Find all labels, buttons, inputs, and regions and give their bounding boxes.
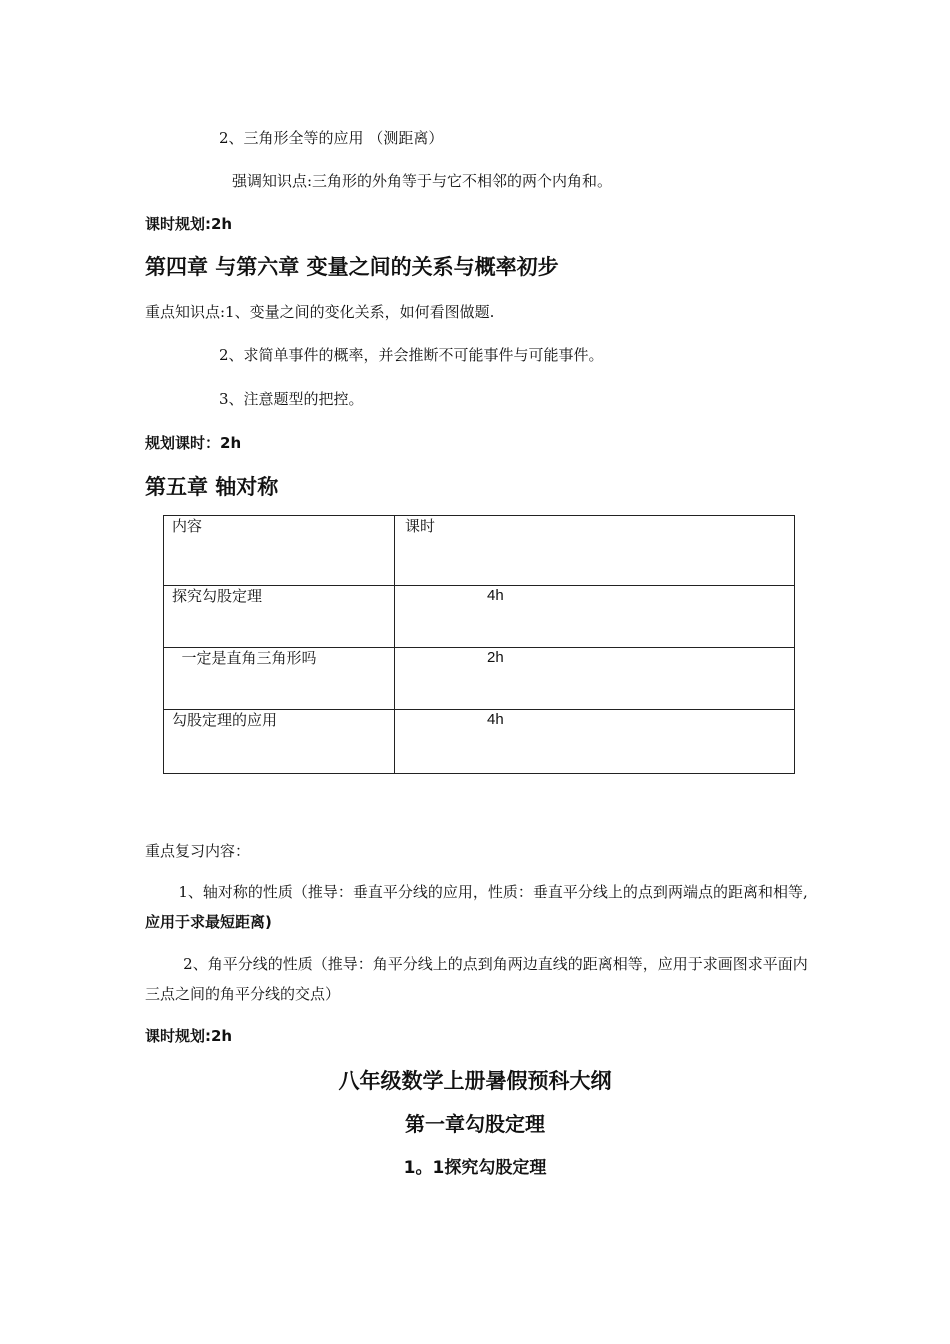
heading-chapter-5: 第五章 轴对称 bbox=[145, 475, 279, 499]
outline-title: 八年级数学上册暑假预科大纲 bbox=[338, 1069, 612, 1093]
table-cell-content: 一定是直角三角形吗 bbox=[164, 648, 395, 710]
heading-chapter-4-6: 第四章 与第六章 变量之间的关系与概率初步 bbox=[145, 255, 559, 279]
text-triangle-application: 2、三角形全等的应用 （测距离） bbox=[219, 129, 444, 147]
text-review-item-1 bbox=[145, 877, 810, 937]
text-key-point-1: 重点知识点:1、变量之间的变化关系，如何看图做题. bbox=[145, 303, 495, 321]
text-lesson-plan-3: 课时规划:2h bbox=[145, 1027, 233, 1045]
outline-chapter: 第一章勾股定理 bbox=[405, 1112, 545, 1136]
text-lesson-plan-2: 规划课时：2h bbox=[145, 434, 242, 452]
outline-section: 1。1探究勾股定理 bbox=[403, 1158, 547, 1178]
table-header-row bbox=[164, 516, 795, 586]
text-key-point-3: 3、注意题型的把控。 bbox=[219, 390, 364, 408]
table-header-content: 内容 bbox=[164, 516, 395, 586]
table-row bbox=[164, 648, 795, 710]
review-item-1-emphasis: 应用于求最短距离) bbox=[145, 913, 272, 931]
text-review-heading: 重点复习内容： bbox=[145, 842, 251, 860]
table-cell-content: 探究勾股定理 bbox=[164, 586, 395, 648]
text-key-point-2: 2、求简单事件的概率，并会推断不可能事件与可能事件。 bbox=[219, 346, 604, 364]
table-row bbox=[164, 586, 795, 648]
table-row bbox=[164, 710, 795, 774]
review-item-1-text: 1、轴对称的性质（推导：垂直平分线的应用，性质：垂直平分线上的点到两端点的距离和相等, bbox=[145, 883, 808, 901]
table-cell-content: 勾股定理的应用 bbox=[164, 710, 395, 774]
table-cell-hours: 4h bbox=[395, 586, 795, 648]
text-review-item-2: 2、角平分线的性质（推导：角平分线上的点到角两边直线的距离相等，应用于求画图求平面内三点之间的角平分线的交点） bbox=[145, 955, 808, 1003]
lesson-table bbox=[163, 515, 795, 774]
text-lesson-plan-1: 课时规划:2h bbox=[145, 215, 233, 233]
table-cell-hours: 4h bbox=[395, 710, 795, 774]
table-header-hours: 课时 bbox=[395, 516, 795, 586]
table-cell-hours: 2h bbox=[395, 648, 795, 710]
text-exterior-angle: 强调知识点:三角形的外角等于与它不相邻的两个内角和。 bbox=[232, 172, 613, 190]
